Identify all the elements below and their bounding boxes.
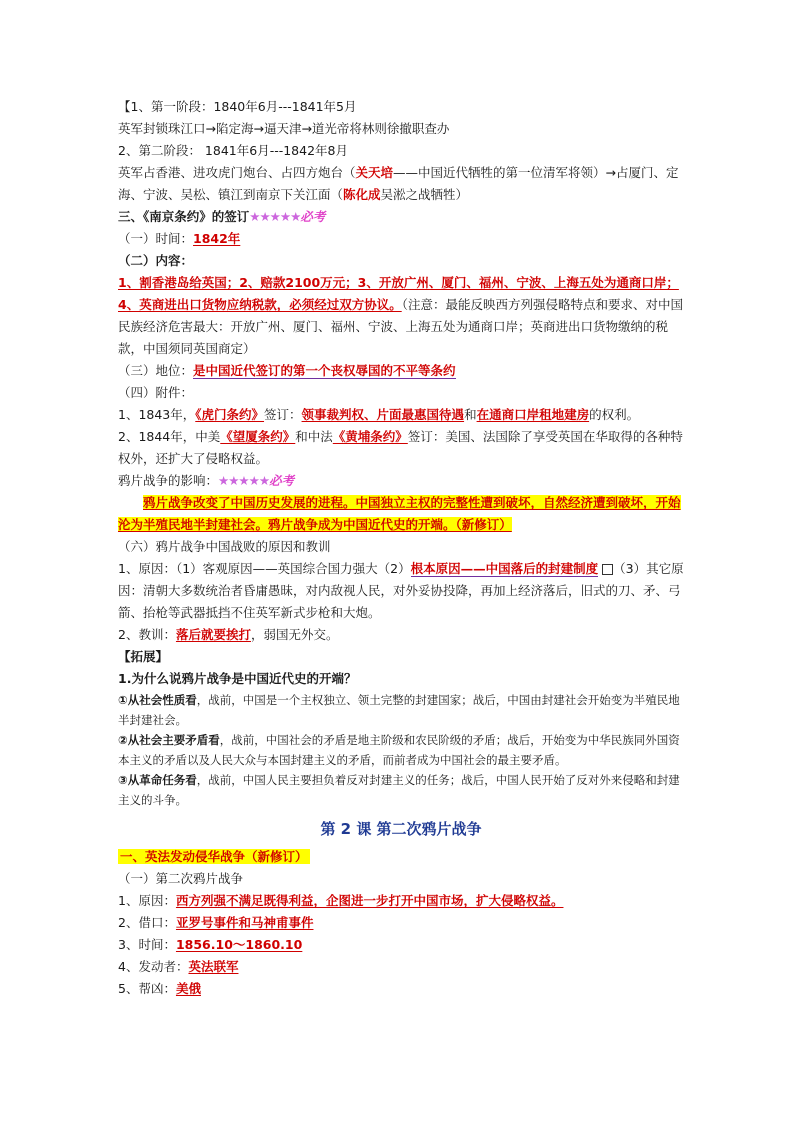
extension-point-2: ②从社会主要矛盾看，战前，中国社会的矛盾是地主阶级和农民阶级的矛盾；战后，开始变为中华民族同外国资本主义的矛盾以及人民大众与本国封建主义的矛盾，而前者成为中国社会的最主要矛盾。 xyxy=(118,733,680,767)
must-test-label: 必考 xyxy=(269,473,295,488)
treaty-annex-1: 1、1843年，《虎门条约》签订：领事裁判权、片面最惠国待遇和在通商口岸租地建房的权利。 xyxy=(118,407,640,422)
star-rating-icon: ★★★★★ xyxy=(249,209,301,224)
treaty-content xyxy=(118,272,684,360)
lessons: 2、教训：落后就要挨打，弱国无外交。 xyxy=(118,627,339,642)
treaty-annex-2: 2、1844年，中美《望厦条约》和中法《黄埔条约》签订：美国、法国除了享受英国在华取得的各种特权外，还扩大了侵略权益。 xyxy=(118,429,683,466)
lesson2-section: 一、英法发动侵华战争（新修订） xyxy=(120,849,308,864)
hero-guan-tianpei: 关天培 xyxy=(355,165,394,180)
lesson2-time: 3、时间：1856.10～1860.10 xyxy=(118,937,303,952)
lesson2-title: 第 2 课 第二次鸦片战争 xyxy=(320,820,482,838)
lesson2-pretext: 2、借口：亚罗号事件和马神甫事件 xyxy=(118,915,314,930)
checkbox-glyph-icon xyxy=(602,564,613,575)
phase2-title: 2、第二阶段： 1841年6月---1842年8月 xyxy=(118,143,348,158)
document-content xyxy=(118,96,684,1000)
treaty-annex-label: （四）附件： xyxy=(118,385,194,400)
reasons-heading: （六）鸦片战争中国战败的原因和教训 xyxy=(118,539,331,554)
treaty-note: （注意：最能反映西方列强侵略特点和要求、对中国民族经济危害最大：开放广州、厦门、福州、宁波、上海五处为通商口岸；英商进出口货物缴纳的税款，中国须同英国商定） xyxy=(118,297,683,356)
impact-heading: 鸦片战争的影响：★★★★★必考 xyxy=(118,473,295,488)
star-rating-icon: ★★★★★ xyxy=(218,473,270,488)
treaty-time: （一）时间：1842年 xyxy=(118,231,241,246)
lesson2-initiator: 4、发动者：英法联军 xyxy=(118,959,239,974)
must-test-label: 必考 xyxy=(300,209,326,224)
extension-heading: 【拓展】 xyxy=(118,649,169,664)
lesson2-cause: 1、原因：西方列强不满足既得利益，企图进一步打开中国市场，扩大侵略权益。 xyxy=(118,893,564,908)
impact-text: 鸦片战争改变了中国历史发展的进程。中国独立主权的完整性遭到破坏，自然经济遭到破坏，开始沦为半殖民地半封建社会。鸦片战争成为中国近代史的开端。（新修订） xyxy=(118,495,681,532)
phase1-desc: 英军封锁珠江口→陷定海→逼天津→道光帝将林则徐撤职查办 xyxy=(118,121,450,136)
phase1-title: 【1、第一阶段：1840年6月---1841年5月 xyxy=(118,99,357,114)
treaty-status: （三）地位：是中国近代签订的第一个丧权辱国的不平等条约 xyxy=(118,363,456,378)
extension-point-3: ③从革命任务看，战前，中国人民主要担负着反对封建主义的任务；战后，中国人民开始了反对外来侵略和封建主义的斗争。 xyxy=(118,773,680,807)
hero-chen-huacheng: 陈化成 xyxy=(343,187,381,202)
treaty-content-label: （二）内容： xyxy=(118,253,194,268)
reasons-text: 1、原因：（1）客观原因——英国综合国力强大（2）根本原因——中国落后的封建制度 （3）其它原因：清朝大多数统治者昏庸愚昧，对内敌视人民，对外妥协投降，再加上经济落后，旧式的刀、矛、弓箭、抬枪等武器抵挡不住英军新式步枪和大炮。 xyxy=(118,561,684,620)
extension-point-1: ①从社会性质看，战前，中国是一个主权独立、领土完整的封建国家；战后，中国由封建社会开始变为半殖民地半封建社会。 xyxy=(118,693,680,727)
treaty-heading: 三、《南京条约》的签订★★★★★必考 xyxy=(118,209,326,224)
treaty-terms: 1、割香港岛给英国；2、赔款2100万元；3、开放广州、厦门、福州、宁波、上海五处为通商口岸；4、英商进出口货物应纳税款，必须经过双方协议。 xyxy=(118,275,679,312)
phase2-desc: 英军占香港、进攻虎门炮台、占四方炮台（关天培——中国近代牺牲的第一位清军将领）→占厦门、定海、宁波、吴松、镇江到南京下关江面（陈化成吴淞之战牺牲） xyxy=(118,165,679,202)
extension-question: 1.为什么说鸦片战争是中国近代史的开端？ xyxy=(118,671,357,686)
lesson2-helper: 5、帮凶：美俄 xyxy=(118,981,201,996)
lesson2-sub: （一）第二次鸦片战争 xyxy=(118,871,244,886)
